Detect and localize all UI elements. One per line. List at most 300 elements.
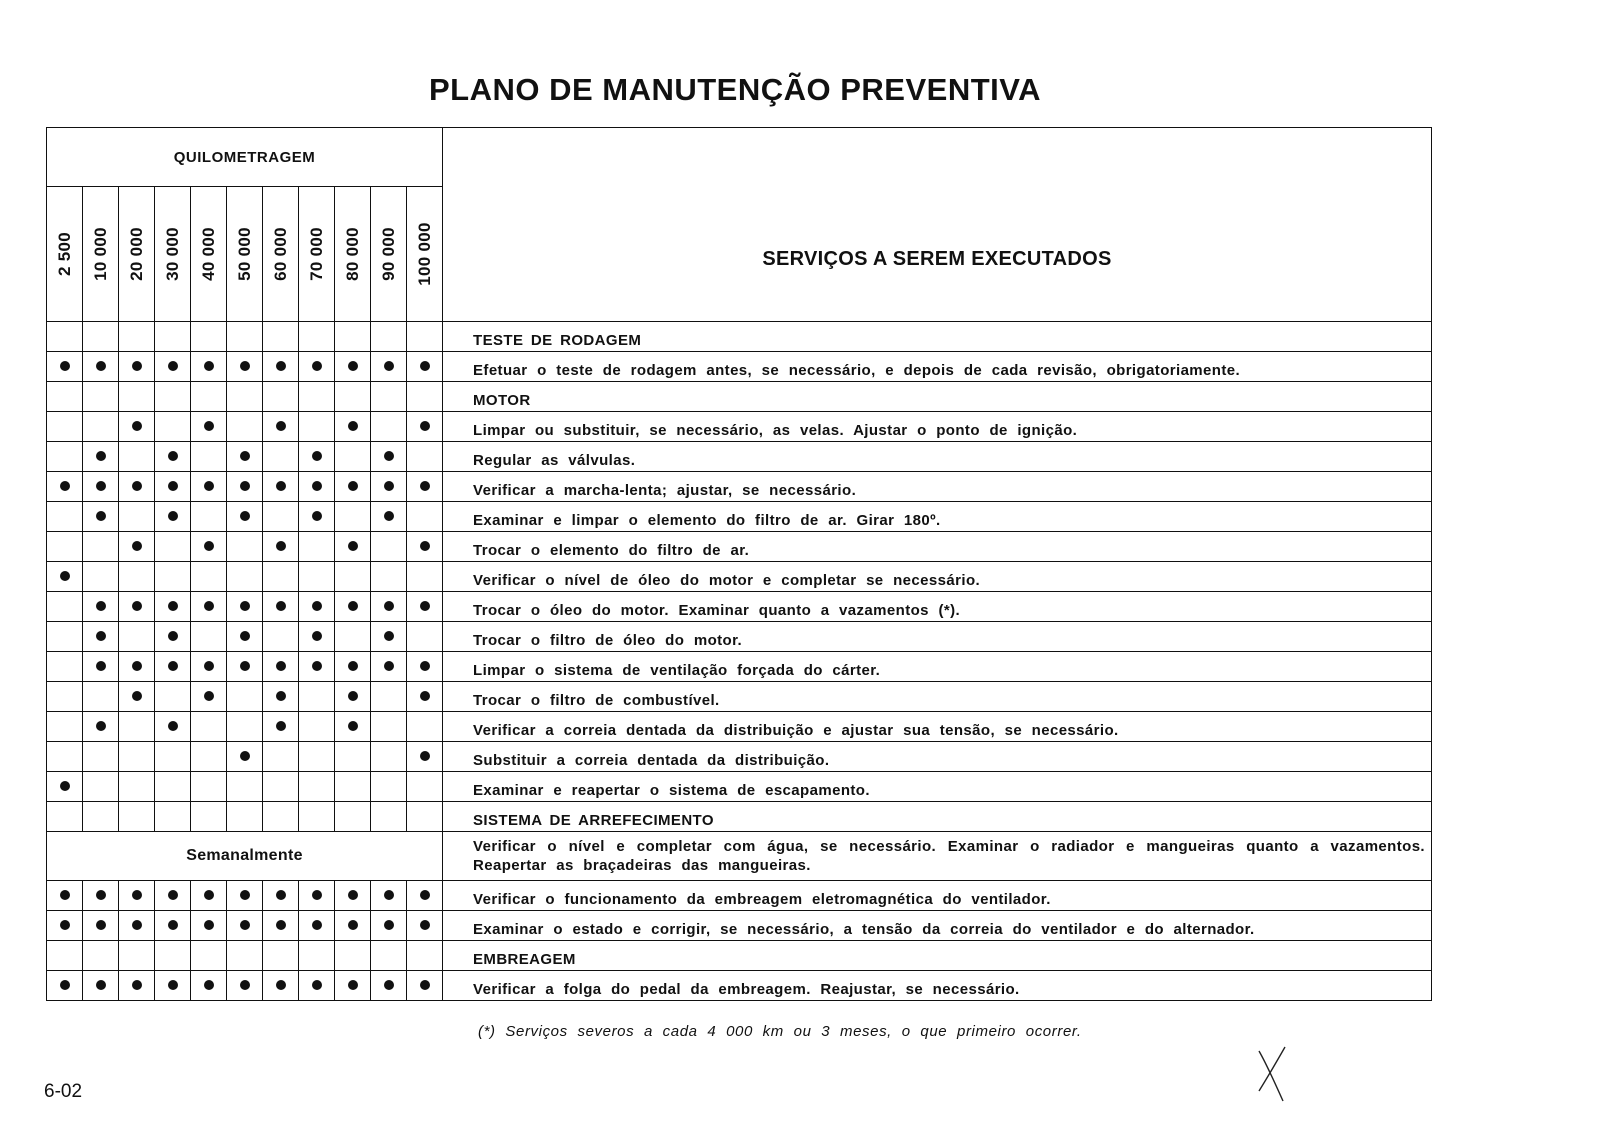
schedule-cell (155, 682, 191, 712)
section-heading: MOTOR (443, 382, 1432, 412)
schedule-cell (263, 472, 299, 502)
km-label: 80 000 (342, 227, 362, 281)
schedule-cell (299, 382, 335, 412)
schedule-cell (335, 742, 371, 772)
schedule-cell (263, 622, 299, 652)
service-dot-icon (348, 661, 358, 671)
schedule-cell (191, 442, 227, 472)
schedule-cell (407, 382, 443, 412)
table-row (47, 622, 1432, 652)
service-dot-icon (168, 721, 178, 731)
schedule-cell (299, 532, 335, 562)
schedule-cell (119, 352, 155, 382)
schedule-cell (191, 382, 227, 412)
schedule-cell (47, 502, 83, 532)
schedule-cell (83, 911, 119, 941)
schedule-cell (227, 442, 263, 472)
schedule-cell (191, 881, 227, 911)
schedule-cell (119, 712, 155, 742)
schedule-cell (227, 802, 263, 832)
schedule-cell (371, 652, 407, 682)
schedule-cell (119, 382, 155, 412)
service-dot-icon (60, 361, 70, 371)
schedule-cell (227, 592, 263, 622)
schedule-cell (371, 772, 407, 802)
schedule-cell (407, 941, 443, 971)
schedule-cell (335, 532, 371, 562)
schedule-cell (227, 772, 263, 802)
services-header: SERVIÇOS A SEREM EXECUTADOS (443, 128, 1432, 322)
service-dot-icon (348, 601, 358, 611)
km-label: 100 000 (414, 222, 434, 286)
schedule-cell (83, 352, 119, 382)
schedule-cell (83, 322, 119, 352)
service-description: Examinar e limpar o elemento do filtro de ar. Girar 180º. (443, 502, 1432, 532)
page-number: 6-02 (44, 1081, 83, 1102)
table-row (47, 742, 1432, 772)
schedule-cell (335, 592, 371, 622)
schedule-cell (155, 352, 191, 382)
schedule-cell (155, 941, 191, 971)
schedule-cell (407, 532, 443, 562)
service-dot-icon (96, 890, 106, 900)
km-column-header (191, 187, 227, 322)
km-header: QUILOMETRAGEM (47, 128, 443, 187)
schedule-cell (47, 941, 83, 971)
service-dot-icon (312, 980, 322, 990)
schedule-cell (227, 682, 263, 712)
schedule-cell (119, 941, 155, 971)
service-description: Regular as válvulas. (443, 442, 1432, 472)
schedule-cell (83, 772, 119, 802)
schedule-cell (299, 712, 335, 742)
schedule-cell (119, 881, 155, 911)
schedule-cell (191, 682, 227, 712)
schedule-cell (335, 802, 371, 832)
service-dot-icon (204, 661, 214, 671)
service-dot-icon (348, 481, 358, 491)
schedule-cell (119, 802, 155, 832)
km-label: 40 000 (198, 227, 218, 281)
schedule-cell (155, 911, 191, 941)
service-dot-icon (240, 751, 250, 761)
schedule-cell (371, 562, 407, 592)
schedule-cell (191, 772, 227, 802)
schedule-cell (83, 562, 119, 592)
schedule-cell (119, 592, 155, 622)
schedule-cell (227, 941, 263, 971)
schedule-cell (47, 592, 83, 622)
service-dot-icon (204, 481, 214, 491)
schedule-cell (299, 322, 335, 352)
service-dot-icon (420, 691, 430, 701)
schedule-cell (83, 502, 119, 532)
schedule-cell (47, 802, 83, 832)
section-row (47, 802, 1432, 832)
schedule-cell (407, 442, 443, 472)
handwritten-mark-icon (1255, 1045, 1295, 1105)
schedule-cell (83, 742, 119, 772)
service-dot-icon (60, 571, 70, 581)
service-dot-icon (348, 421, 358, 431)
schedule-cell (299, 682, 335, 712)
service-dot-icon (348, 920, 358, 930)
schedule-cell (119, 562, 155, 592)
schedule-cell (407, 911, 443, 941)
service-dot-icon (204, 601, 214, 611)
schedule-cell (191, 622, 227, 652)
schedule-cell (371, 412, 407, 442)
service-dot-icon (96, 661, 106, 671)
schedule-cell (227, 911, 263, 941)
schedule-cell (191, 911, 227, 941)
service-dot-icon (276, 601, 286, 611)
schedule-cell (299, 412, 335, 442)
schedule-cell (407, 881, 443, 911)
service-dot-icon (132, 691, 142, 701)
schedule-cell (47, 622, 83, 652)
schedule-cell (47, 382, 83, 412)
schedule-cell (155, 712, 191, 742)
schedule-cell (227, 652, 263, 682)
schedule-cell (299, 881, 335, 911)
schedule-cell (227, 352, 263, 382)
table-row (47, 592, 1432, 622)
service-dot-icon (276, 421, 286, 431)
schedule-cell (119, 622, 155, 652)
service-dot-icon (60, 781, 70, 791)
schedule-cell (47, 682, 83, 712)
section-heading: SISTEMA DE ARREFECIMENTO (443, 802, 1432, 832)
schedule-cell (47, 742, 83, 772)
schedule-cell (83, 382, 119, 412)
km-column-header (263, 187, 299, 322)
table-row (47, 712, 1432, 742)
service-description: Limpar o sistema de ventilação forçada do cárter. (443, 652, 1432, 682)
schedule-cell (83, 532, 119, 562)
service-dot-icon (312, 451, 322, 461)
schedule-cell (191, 652, 227, 682)
service-description: Verificar o nível de óleo do motor e completar se necessário. (443, 562, 1432, 592)
service-dot-icon (420, 481, 430, 491)
schedule-cell (119, 971, 155, 1001)
schedule-cell (155, 802, 191, 832)
service-dot-icon (240, 481, 250, 491)
km-column-header (83, 187, 119, 322)
service-description: Verificar o funcionamento da embreagem eletromagnética do ventilador. (443, 881, 1432, 911)
schedule-cell (191, 352, 227, 382)
schedule-cell (299, 502, 335, 532)
schedule-cell (191, 532, 227, 562)
schedule-cell (371, 532, 407, 562)
schedule-cell (47, 532, 83, 562)
schedule-cell (335, 562, 371, 592)
service-dot-icon (384, 920, 394, 930)
schedule-cell (263, 592, 299, 622)
service-dot-icon (96, 920, 106, 930)
service-dot-icon (384, 631, 394, 641)
schedule-cell (263, 682, 299, 712)
service-dot-icon (240, 511, 250, 521)
schedule-cell (119, 772, 155, 802)
section-row (47, 322, 1432, 352)
schedule-cell (371, 682, 407, 712)
schedule-cell (83, 472, 119, 502)
service-dot-icon (384, 451, 394, 461)
service-dot-icon (348, 721, 358, 731)
schedule-cell (155, 382, 191, 412)
schedule-cell (47, 352, 83, 382)
schedule-cell (47, 911, 83, 941)
schedule-cell (83, 652, 119, 682)
service-dot-icon (168, 661, 178, 671)
schedule-cell (119, 472, 155, 502)
service-dot-icon (96, 361, 106, 371)
service-dot-icon (132, 361, 142, 371)
schedule-cell (371, 592, 407, 622)
service-dot-icon (276, 920, 286, 930)
schedule-cell (407, 502, 443, 532)
schedule-cell (299, 911, 335, 941)
service-dot-icon (240, 920, 250, 930)
schedule-cell (335, 971, 371, 1001)
schedule-cell (335, 472, 371, 502)
schedule-cell (191, 562, 227, 592)
service-dot-icon (168, 511, 178, 521)
schedule-cell (335, 502, 371, 532)
service-dot-icon (132, 481, 142, 491)
footnote: (*) Serviços severos a cada 4 000 km ou 3 meses, o que primeiro ocorrer. (478, 1023, 1082, 1040)
schedule-cell (371, 712, 407, 742)
service-dot-icon (384, 361, 394, 371)
schedule-cell (263, 322, 299, 352)
km-label: 10 000 (90, 227, 110, 281)
service-description: Verificar a folga do pedal da embreagem. Reajustar, se necessário. (443, 971, 1432, 1001)
schedule-cell (83, 682, 119, 712)
service-dot-icon (168, 451, 178, 461)
schedule-cell (227, 971, 263, 1001)
schedule-cell (47, 652, 83, 682)
service-dot-icon (276, 721, 286, 731)
schedule-cell (371, 622, 407, 652)
service-dot-icon (276, 661, 286, 671)
service-dot-icon (420, 661, 430, 671)
service-dot-icon (348, 890, 358, 900)
schedule-cell (227, 502, 263, 532)
service-dot-icon (132, 890, 142, 900)
service-dot-icon (240, 631, 250, 641)
service-dot-icon (420, 421, 430, 431)
schedule-cell (191, 971, 227, 1001)
service-dot-icon (168, 980, 178, 990)
schedule-cell (83, 622, 119, 652)
schedule-cell (155, 502, 191, 532)
schedule-cell (119, 652, 155, 682)
schedule-cell (227, 322, 263, 352)
schedule-cell (263, 971, 299, 1001)
schedule-cell (83, 941, 119, 971)
table-row (47, 772, 1432, 802)
schedule-cell (299, 772, 335, 802)
km-column-header (119, 187, 155, 322)
schedule-cell (263, 442, 299, 472)
schedule-cell (407, 652, 443, 682)
km-label: 70 000 (306, 227, 326, 281)
service-dot-icon (132, 601, 142, 611)
schedule-cell (191, 941, 227, 971)
km-label: 50 000 (234, 227, 254, 281)
schedule-cell (299, 562, 335, 592)
service-dot-icon (312, 481, 322, 491)
schedule-cell (191, 802, 227, 832)
schedule-cell (371, 881, 407, 911)
service-dot-icon (240, 601, 250, 611)
service-dot-icon (420, 751, 430, 761)
service-dot-icon (420, 920, 430, 930)
table-row (47, 562, 1432, 592)
schedule-cell (263, 562, 299, 592)
service-dot-icon (96, 631, 106, 641)
schedule-cell (83, 442, 119, 472)
service-dot-icon (348, 541, 358, 551)
service-dot-icon (384, 661, 394, 671)
service-dot-icon (204, 890, 214, 900)
service-dot-icon (204, 541, 214, 551)
service-description: Trocar o filtro de combustível. (443, 682, 1432, 712)
service-description: Limpar ou substituir, se necessário, as velas. Ajustar o ponto de ignição. (443, 412, 1432, 442)
schedule-cell (47, 442, 83, 472)
schedule-cell (407, 472, 443, 502)
schedule-cell (371, 742, 407, 772)
table-body (47, 322, 1432, 1001)
service-dot-icon (312, 920, 322, 930)
service-dot-icon (204, 920, 214, 930)
service-description: Efetuar o teste de rodagem antes, se necessário, e depois de cada revisão, obrigatoriamente. (443, 352, 1432, 382)
schedule-cell (407, 622, 443, 652)
km-label: 2 500 (54, 231, 74, 277)
service-description: Substituir a correia dentada da distribuição. (443, 742, 1432, 772)
schedule-cell (407, 562, 443, 592)
schedule-cell (119, 442, 155, 472)
schedule-cell (407, 742, 443, 772)
section-row (47, 941, 1432, 971)
schedule-cell (371, 472, 407, 502)
schedule-cell (155, 652, 191, 682)
section-heading: EMBREAGEM (443, 941, 1432, 971)
service-dot-icon (312, 361, 322, 371)
schedule-cell (371, 802, 407, 832)
service-dot-icon (204, 691, 214, 701)
section-row (47, 382, 1432, 412)
schedule-cell (119, 532, 155, 562)
schedule-cell (299, 742, 335, 772)
service-dot-icon (132, 980, 142, 990)
schedule-cell (263, 502, 299, 532)
schedule-cell (119, 322, 155, 352)
service-dot-icon (420, 541, 430, 551)
service-dot-icon (312, 511, 322, 521)
table-row (47, 442, 1432, 472)
schedule-cell (227, 881, 263, 911)
schedule-cell (335, 322, 371, 352)
service-description: Verificar a marcha-lenta; ajustar, se necessário. (443, 472, 1432, 502)
table-row (47, 412, 1432, 442)
service-dot-icon (276, 980, 286, 990)
km-label: 20 000 (126, 227, 146, 281)
service-dot-icon (312, 890, 322, 900)
service-dot-icon (168, 481, 178, 491)
schedule-cell (227, 472, 263, 502)
service-description: Trocar o elemento do filtro de ar. (443, 532, 1432, 562)
schedule-cell (83, 712, 119, 742)
schedule-cell (371, 352, 407, 382)
schedule-cell (371, 941, 407, 971)
schedule-cell (47, 322, 83, 352)
schedule-cell (371, 502, 407, 532)
schedule-cell (371, 442, 407, 472)
schedule-cell (119, 412, 155, 442)
table-row (47, 682, 1432, 712)
schedule-cell (371, 971, 407, 1001)
service-dot-icon (96, 721, 106, 731)
schedule-cell (263, 352, 299, 382)
schedule-cell (371, 322, 407, 352)
schedule-cell (83, 881, 119, 911)
service-dot-icon (204, 980, 214, 990)
service-dot-icon (240, 980, 250, 990)
schedule-cell (83, 971, 119, 1001)
schedule-cell (263, 382, 299, 412)
service-dot-icon (420, 890, 430, 900)
schedule-cell (47, 971, 83, 1001)
service-dot-icon (132, 421, 142, 431)
service-dot-icon (312, 631, 322, 641)
service-dot-icon (240, 890, 250, 900)
schedule-cell (335, 772, 371, 802)
page-title: PLANO DE MANUTENÇÃO PREVENTIVA (428, 72, 1042, 107)
service-dot-icon (168, 890, 178, 900)
service-dot-icon (168, 631, 178, 641)
schedule-cell (407, 412, 443, 442)
service-dot-icon (96, 601, 106, 611)
km-column-header (47, 187, 83, 322)
km-label: 90 000 (378, 227, 398, 281)
schedule-cell (407, 712, 443, 742)
service-dot-icon (384, 481, 394, 491)
km-column-header (299, 187, 335, 322)
schedule-cell (263, 911, 299, 941)
schedule-cell (83, 592, 119, 622)
service-dot-icon (60, 481, 70, 491)
schedule-cell (299, 622, 335, 652)
service-dot-icon (204, 421, 214, 431)
schedule-cell (155, 742, 191, 772)
schedule-cell (335, 682, 371, 712)
schedule-cell (155, 412, 191, 442)
schedule-cell (227, 412, 263, 442)
schedule-cell (47, 562, 83, 592)
schedule-cell (83, 412, 119, 442)
service-dot-icon (96, 481, 106, 491)
service-dot-icon (348, 691, 358, 701)
service-dot-icon (132, 920, 142, 930)
service-dot-icon (420, 361, 430, 371)
km-label: 60 000 (270, 227, 290, 281)
table-row (47, 911, 1432, 941)
km-column-header (371, 187, 407, 322)
table-row (47, 832, 1432, 881)
service-dot-icon (312, 661, 322, 671)
